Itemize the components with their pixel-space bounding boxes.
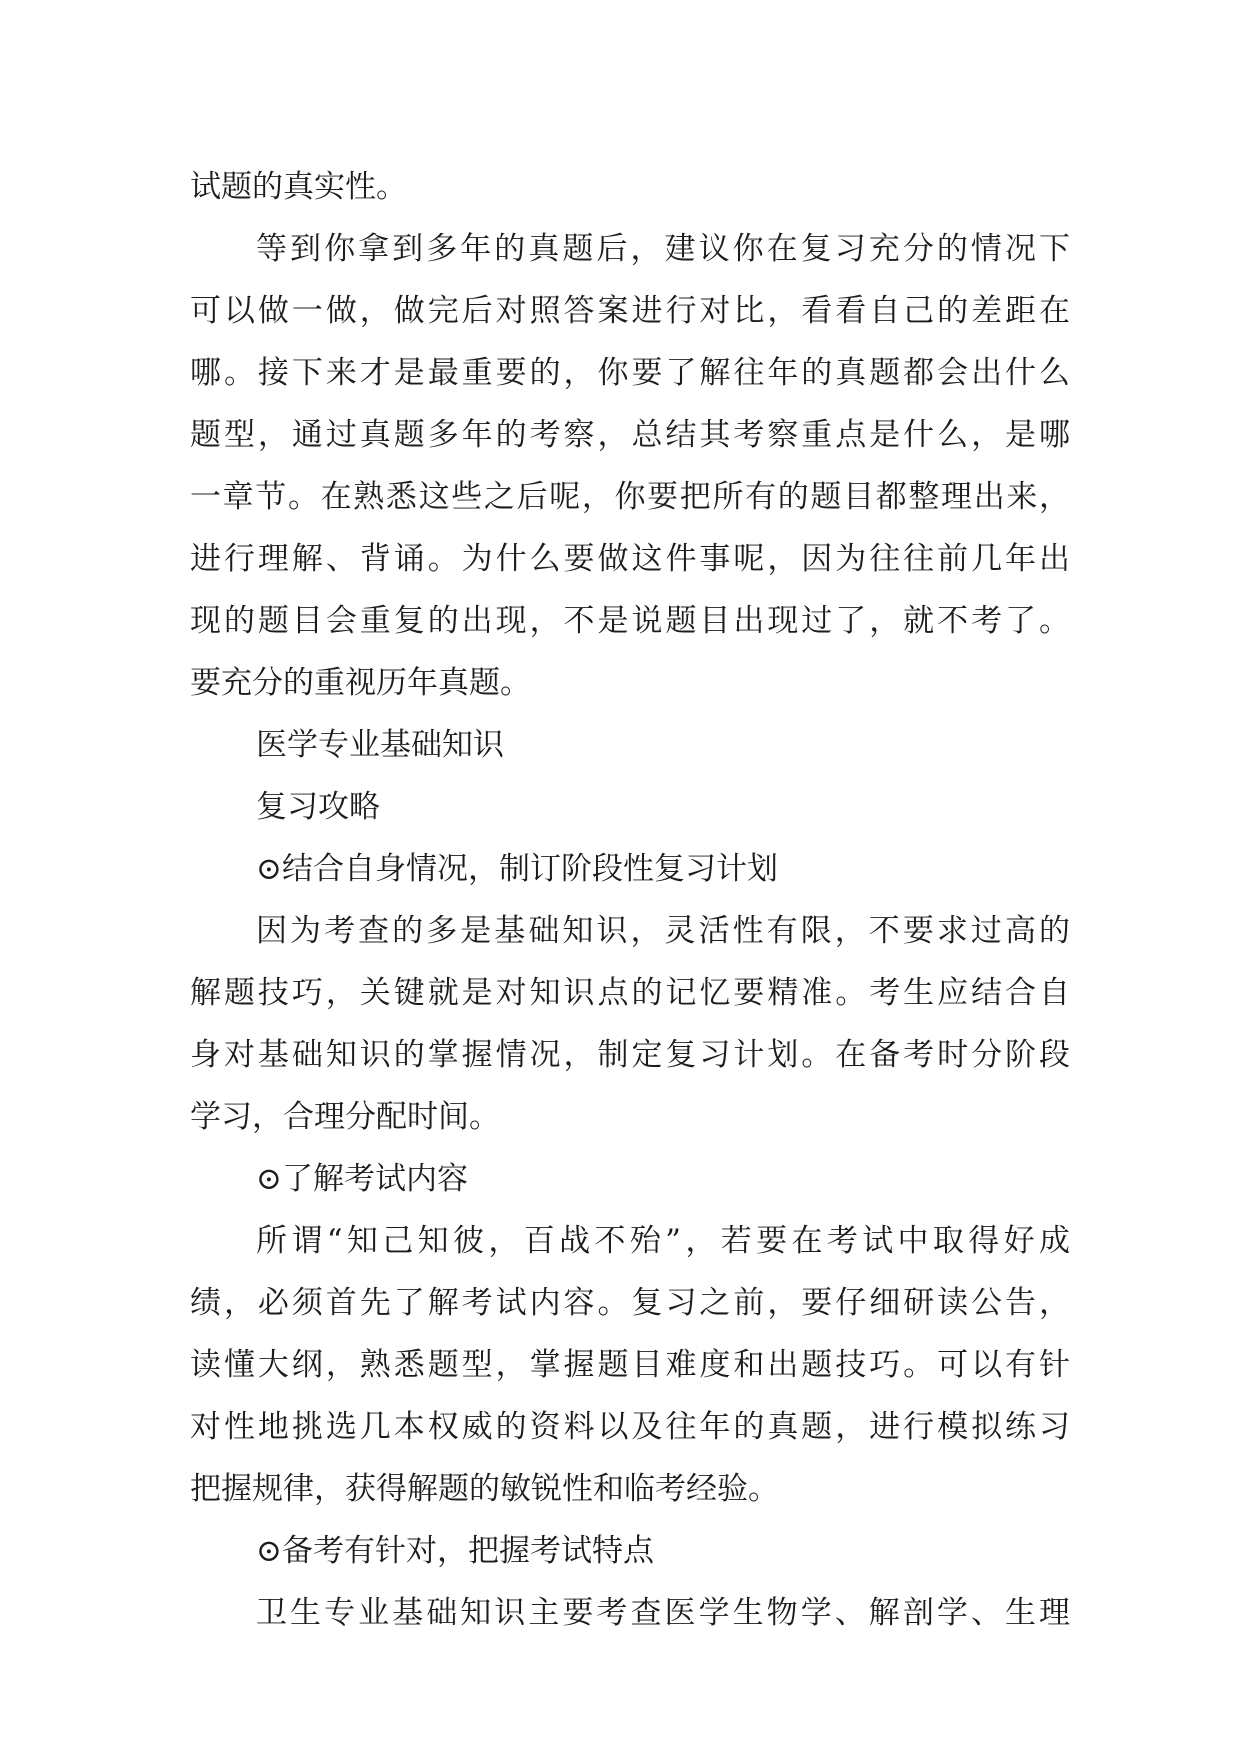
text-line: 绩，必须首先了解考试内容。复习之前，要仔细研读公告， — [190, 1285, 1070, 1321]
text-line: 学习，合理分配时间。 — [190, 1099, 500, 1135]
text-line: 卫生专业基础知识主要考查医学生物学、解剖学、生理 — [256, 1595, 1070, 1631]
document-body — [190, 156, 1070, 1644]
text-line: 因为考查的多是基础知识，灵活性有限，不要求过高的 — [256, 913, 1070, 949]
text-line: 哪。接下来才是最重要的，你要了解往年的真题都会出什么 — [190, 355, 1070, 391]
text-line: 试题的真实性。 — [190, 169, 407, 205]
text-line: 所谓“知己知彼，百战不殆”，若要在考试中取得好成 — [256, 1223, 1070, 1259]
text-line: 一章节。在熟悉这些之后呢，你要把所有的题目都整理出来， — [190, 479, 1070, 515]
text-line: 对性地挑选几本权威的资料以及往年的真题，进行模拟练习 — [190, 1409, 1070, 1445]
text-line: 现的题目会重复的出现，不是说题目出现过了，就不考了。 — [190, 603, 1070, 639]
text-line: ⊙结合自身情况，制订阶段性复习计划 — [256, 851, 778, 887]
text-line: ⊙了解考试内容 — [256, 1161, 468, 1197]
text-line: 复习攻略 — [256, 789, 380, 825]
text-line: ⊙备考有针对，把握考试特点 — [256, 1533, 654, 1569]
text-line: 题型，通过真题多年的考察，总结其考察重点是什么，是哪 — [190, 417, 1070, 453]
text-line: 身对基础知识的掌握情况，制定复习计划。在备考时分阶段 — [190, 1037, 1070, 1073]
text-line: 医学专业基础知识 — [256, 727, 504, 763]
text-line: 进行理解、背诵。为什么要做这件事呢，因为往往前几年出 — [190, 541, 1070, 577]
text-line: 把握规律，获得解题的敏锐性和临考经验。 — [190, 1471, 779, 1507]
text-line: 等到你拿到多年的真题后，建议你在复习充分的情况下 — [256, 231, 1070, 267]
text-line: 可以做一做，做完后对照答案进行对比，看看自己的差距在 — [190, 293, 1070, 329]
text-line: 要充分的重视历年真题。 — [190, 665, 531, 701]
text-line: 解题技巧，关键就是对知识点的记忆要精准。考生应结合自 — [190, 975, 1070, 1011]
text-line: 读懂大纲，熟悉题型，掌握题目难度和出题技巧。可以有针 — [190, 1347, 1070, 1383]
